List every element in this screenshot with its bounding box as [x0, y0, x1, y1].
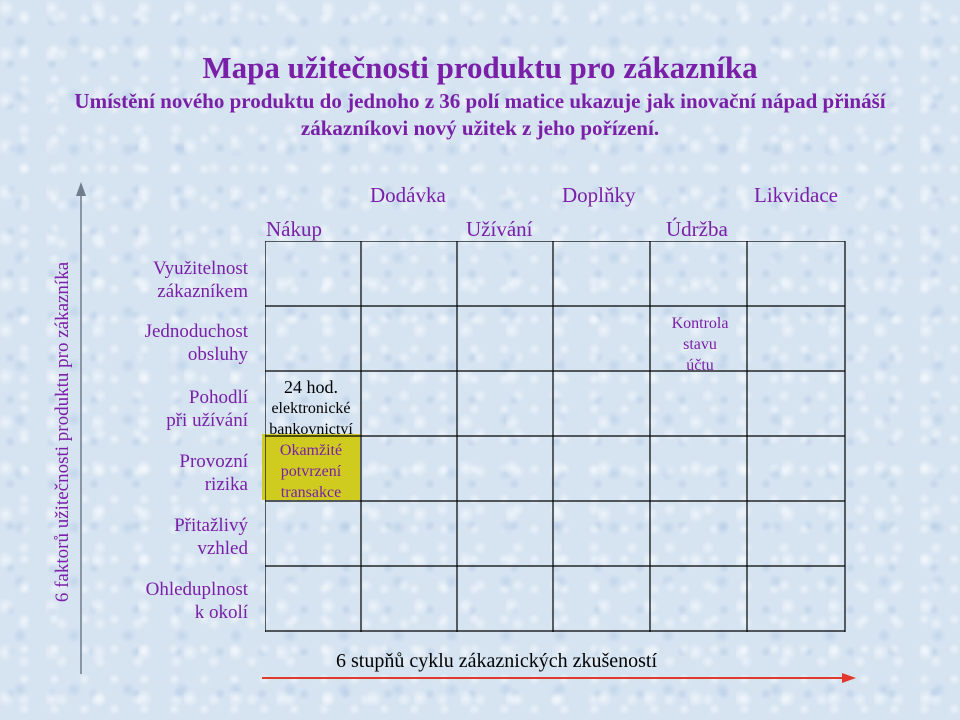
- factor-line: obsluhy: [187, 344, 248, 365]
- factor-line: Provozní: [179, 451, 248, 472]
- y-axis-label-wrap: [46, 192, 80, 672]
- factor-jednoduchost: [145, 320, 248, 366]
- cell-line: elektronické: [271, 400, 351, 417]
- factor-vyuzitelnost: [153, 257, 248, 303]
- stage-doplnky: Doplňky: [562, 183, 636, 207]
- x-axis-arrow: [262, 670, 862, 686]
- cell-line: stavu: [683, 336, 717, 353]
- factor-provozni: [179, 450, 248, 496]
- factor-line: Jednoduchost: [144, 321, 248, 342]
- cell-example-text: [255, 377, 367, 440]
- x-axis-label: 6 stupňů cyklu zákaznických zkušeností: [336, 650, 658, 672]
- factor-line: rizika: [204, 474, 248, 495]
- factor-line: zákazníkem: [157, 281, 248, 302]
- cell-line: potvrzení: [280, 463, 342, 480]
- page-subtitle: Umístění nového produktu do jednoho z 36 polí matice ukazuje jak inovační nápad přináší zákazníkovi nový užitek z jeho pořízení.: [74, 89, 886, 140]
- cell-line: bankovnictví: [269, 421, 353, 438]
- factor-pohodli: [166, 386, 248, 432]
- cell-line: Kontrola: [671, 315, 729, 332]
- factor-line: k okolí: [194, 602, 248, 623]
- factor-line: Přitažlivý: [174, 515, 248, 536]
- cell-line: transakce: [280, 484, 342, 501]
- stage-udrzba: Údržba: [666, 217, 728, 241]
- stage-uzivani: Užívání: [466, 217, 533, 241]
- cell-line: účtu: [686, 357, 714, 374]
- stage-nakup: Nákup: [266, 217, 322, 241]
- cell-highlight-text: [262, 440, 360, 503]
- factor-line: vzhled: [197, 538, 248, 559]
- factor-line: Využitelnost: [153, 258, 248, 279]
- page-title: Mapa užitečnosti produktu pro zákazníka: [202, 50, 758, 85]
- cell-kontrola-text: [652, 313, 748, 376]
- factor-ohleduplnost: [146, 578, 248, 624]
- factor-line: Pohodlí: [188, 387, 248, 408]
- factor-line: Ohleduplnost: [145, 579, 248, 600]
- stage-likvidace: Likvidace: [754, 183, 838, 207]
- stage-dodavka: Dodávka: [370, 183, 446, 207]
- factor-line: při užívání: [166, 410, 248, 431]
- cell-line: Okamžité: [279, 442, 343, 459]
- cell-line: 24 hod.: [284, 377, 338, 397]
- y-axis-label: 6 faktorů užitečnosti produktu pro zákazníka: [52, 261, 73, 603]
- factor-pritazlivy: [174, 514, 248, 560]
